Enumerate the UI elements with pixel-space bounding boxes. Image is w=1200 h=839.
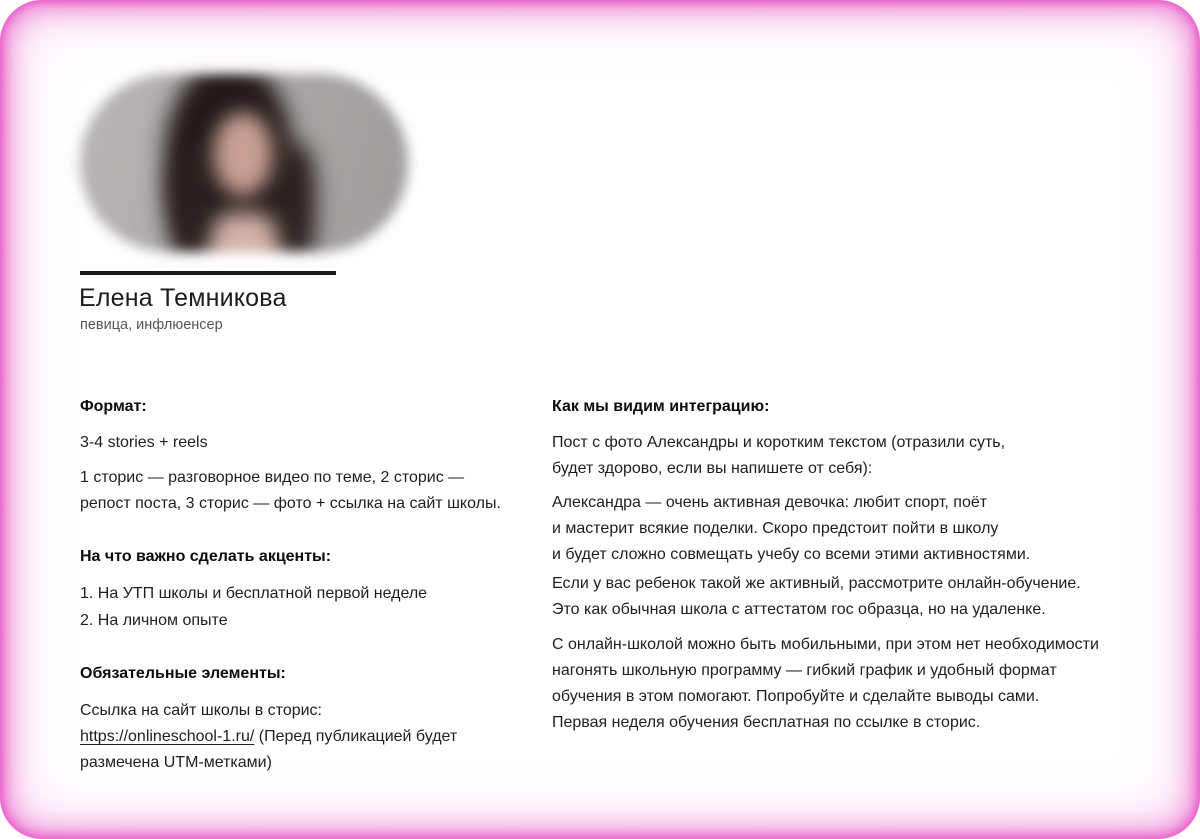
photo-hair-left-shape xyxy=(172,144,212,252)
text-line: репост поста, 3 сторис — фото + ссылка на сайт школы. xyxy=(80,495,501,512)
required-heading: Обязательные элементы: xyxy=(80,665,286,682)
school-link-line xyxy=(80,724,457,750)
text-line: С онлайн-школой можно быть мобильными, при этом нет необходимости xyxy=(552,636,1099,653)
text-line: Это как обычная школа с аттестатом гос образца, но на удаленке. xyxy=(552,601,1046,618)
list-item: 2. На личном опыте xyxy=(80,612,228,629)
required-paragraph xyxy=(80,698,457,776)
profile-role: певица, инфлюенсер xyxy=(80,317,223,333)
text-line: Ссылка на сайт школы в сторис: xyxy=(80,702,322,719)
profile-name: Елена Темникова xyxy=(79,284,287,312)
format-heading: Формат: xyxy=(80,398,147,415)
photo-hair-right-shape xyxy=(276,144,316,252)
text-line: будет здорово, если вы напишете от себя): xyxy=(552,460,873,477)
text-line: Пост с фото Александры и коротким текстом (отразили суть, xyxy=(552,434,1006,451)
text-line: Первая неделя обучения бесплатная по ссылке в сторис. xyxy=(552,714,981,731)
school-site-link[interactable]: https://onlineschool-1.ru/ xyxy=(80,728,255,745)
integration-paragraph-2 xyxy=(552,490,1030,568)
integration-heading: Как мы видим интеграцию: xyxy=(552,398,770,415)
text-line: нагонять школьную программу — гибкий график и удобный формат xyxy=(552,662,1057,679)
profile-photo xyxy=(80,74,408,252)
text-line: и будет сложно совмещать учебу со всеми этими активностями. xyxy=(552,546,1031,563)
integration-paragraph-4 xyxy=(552,632,1099,736)
text-line: Если у вас ребенок такой же активный, рассмотрите онлайн-обучение. xyxy=(552,575,1081,592)
integration-paragraph-1 xyxy=(552,430,1005,482)
format-line: 3-4 stories + reels xyxy=(80,434,208,451)
list-item: 1. На УТП школы и бесплатной первой неделе xyxy=(80,585,428,602)
name-divider xyxy=(80,271,336,275)
photo-face-shape xyxy=(213,112,273,196)
text-line: и мастерит всякие поделки. Скоро предстоит пойти в школу xyxy=(552,520,999,537)
text-line: Александра — очень активная девочка: любит спорт, поёт xyxy=(552,494,988,511)
text-line: обучения в этом помогают. Попробуйте и сделайте выводы сами. xyxy=(552,688,1040,705)
integration-paragraph-3 xyxy=(552,571,1081,623)
accents-list xyxy=(80,580,427,634)
link-suffix-text: (Перед публикацией будет xyxy=(254,728,458,745)
format-paragraph xyxy=(80,465,501,517)
accents-heading: На что важно сделать акценты: xyxy=(80,548,332,565)
text-line: размечена UTM-метками) xyxy=(80,754,272,771)
text-line: 1 сторис — разговорное видео по теме, 2 сторис — xyxy=(80,469,465,486)
